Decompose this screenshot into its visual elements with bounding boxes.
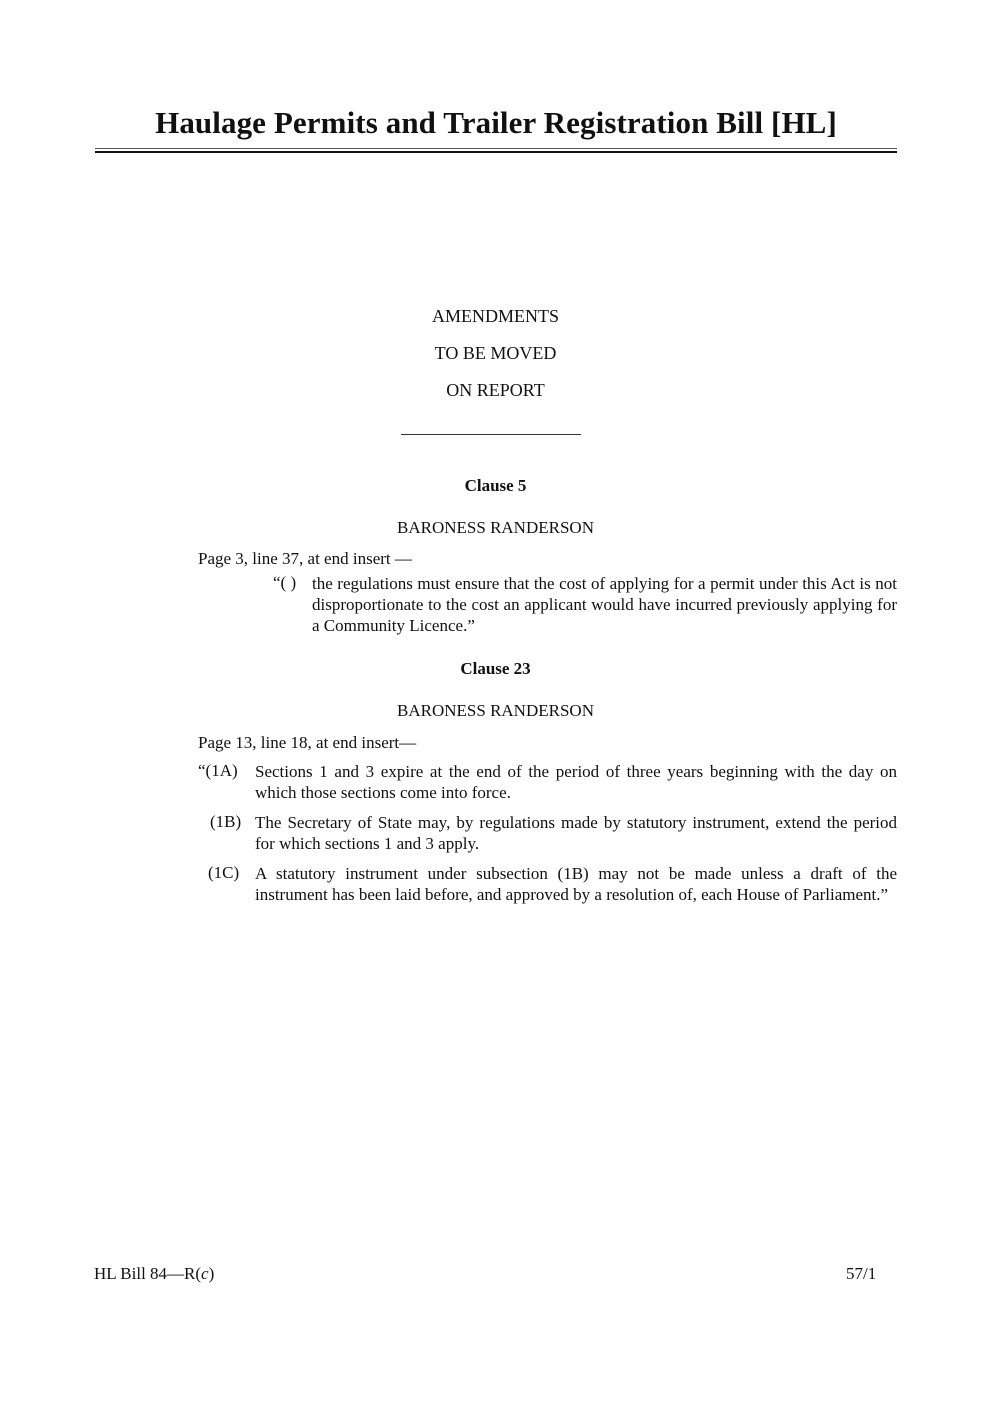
- item-text: the regulations must ensure that the cost of applying for a permit under this Act is not disproportionate to the cost an applicant would have incurred previously applying for a Community Licence.”: [312, 574, 897, 635]
- clause-heading: Clause 23: [460, 659, 531, 678]
- title-rule-thick: [95, 151, 897, 153]
- item-text: Sections 1 and 3 expire at the end of the period of three years beginning with the day on which those sections come into force.: [255, 762, 897, 802]
- item-label: “( ): [273, 573, 297, 592]
- item-label: (1C): [208, 863, 240, 882]
- mover-name: BARONESS RANDERSON: [397, 518, 594, 537]
- amendment-location: Page 13, line 18, at end insert—: [198, 733, 417, 752]
- item-text: A statutory instrument under subsection (1B) may not be made unless a draft of the instrument has been laid before, and approved by a resolution of, each House of Parliament.”: [255, 864, 897, 904]
- amendment-location: Page 3, line 37, at end insert —: [198, 549, 412, 568]
- mover-name: BARONESS RANDERSON: [397, 701, 594, 720]
- heading-line-3: ON REPORT: [446, 380, 545, 400]
- title-rule-thin: [95, 148, 897, 149]
- item-text: The Secretary of State may, by regulations made by statutory instrument, extend the period for which sections 1 and 3 apply.: [255, 813, 897, 853]
- heading-line-1: AMENDMENTS: [431, 306, 559, 326]
- bill-reference: HL Bill 84—R(c): [94, 1264, 215, 1283]
- page-reference: 57/1: [846, 1264, 877, 1283]
- item-label: “(1A): [198, 761, 238, 780]
- item-label: (1B): [210, 812, 242, 831]
- document-title: Haulage Permits and Trailer Registration Bill [HL]: [155, 105, 837, 140]
- heading-divider: [401, 434, 581, 435]
- heading-line-2: TO BE MOVED: [434, 343, 557, 363]
- clause-heading: Clause 5: [464, 476, 527, 495]
